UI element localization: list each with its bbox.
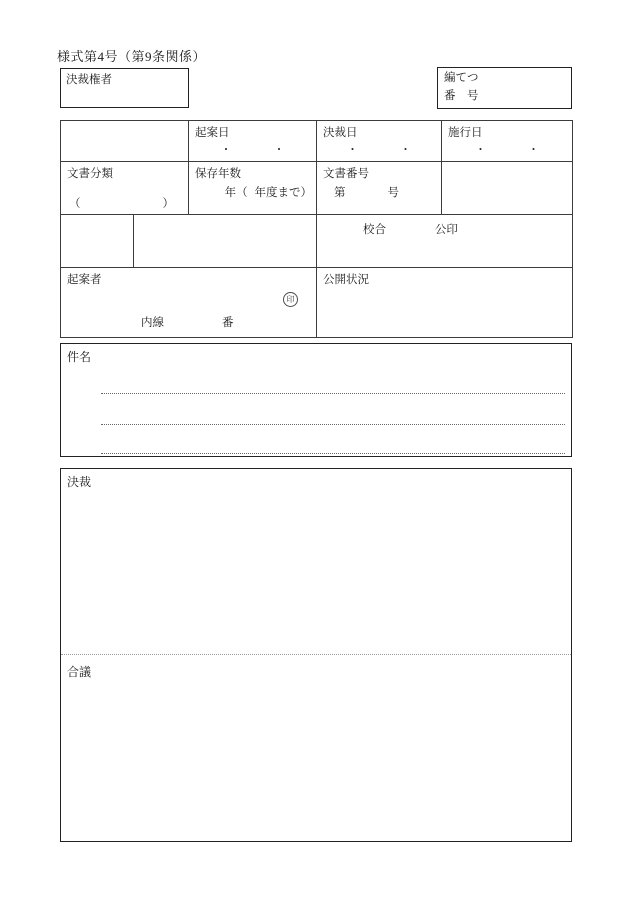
form-title: 様式第4号（第9条関係） <box>57 49 207 64</box>
approver-label: 決裁権者 <box>66 74 112 86</box>
empty-corner-cell <box>61 121 189 162</box>
drafter-cell <box>61 268 317 338</box>
draft-date-cell <box>189 121 317 162</box>
enforcement-date-label: 施行日 <box>448 127 483 139</box>
filing-number-box <box>437 67 572 109</box>
koin-label: 公印 <box>434 224 458 236</box>
subject-dotted-line <box>101 453 565 454</box>
subject-box <box>60 343 572 457</box>
enforcement-date-cell <box>442 121 573 162</box>
kogo-label: 校合 <box>363 224 386 236</box>
decision-council-box <box>60 468 572 842</box>
disclosure-label: 公開状況 <box>323 274 369 286</box>
naisen-label: 内線 <box>141 317 164 329</box>
empty-cell <box>61 215 134 268</box>
doc-number-cell <box>317 162 442 215</box>
classification-paren-line: （ ） <box>69 198 174 210</box>
empty-cell <box>442 162 573 215</box>
filing-label-line1: 編てつ <box>444 72 479 84</box>
approver-box <box>60 68 189 108</box>
retention-sub-line: 年（ 年度まで） <box>224 187 312 199</box>
draft-date-label: 起案日 <box>195 127 230 139</box>
seal-icon: 印 <box>283 292 298 307</box>
section-divider <box>61 654 571 655</box>
empty-cell <box>134 215 317 268</box>
subject-label: 件名 <box>67 350 92 364</box>
extension-line <box>141 314 234 330</box>
draft-date-dots: ・ ・ <box>220 144 285 156</box>
info-table <box>60 120 573 338</box>
approval-date-dots: ・ ・ <box>347 144 411 156</box>
classification-cell <box>61 162 189 215</box>
doc-number-sub-line: 第 号 <box>334 187 399 199</box>
enforcement-date-dots: ・ ・ <box>475 144 539 156</box>
retention-cell <box>189 162 317 215</box>
disclosure-cell <box>317 268 573 338</box>
ban-label: 番 <box>222 317 234 329</box>
council-label: 合議 <box>67 665 92 679</box>
subject-dotted-line <box>101 424 565 425</box>
verification-line <box>317 215 572 237</box>
approval-date-label: 決裁日 <box>323 127 358 139</box>
approval-date-cell <box>317 121 442 162</box>
classification-label: 文書分類 <box>67 168 113 180</box>
verification-cell <box>317 215 573 268</box>
doc-number-label: 文書番号 <box>323 168 369 180</box>
drafter-label: 起案者 <box>67 274 102 286</box>
retention-label: 保存年数 <box>195 168 241 180</box>
filing-label-line2: 番 号 <box>444 89 479 102</box>
decision-label: 決裁 <box>67 475 92 489</box>
subject-dotted-line <box>101 393 565 394</box>
